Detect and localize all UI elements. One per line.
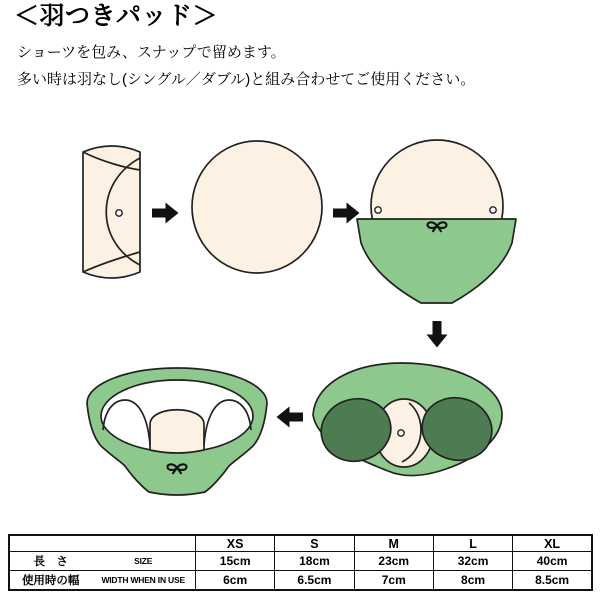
step3-pad-on-shorts (357, 140, 516, 303)
width-row-label (9, 571, 196, 591)
instruction-line-1: ショーツを包み、スナップで留めます。 (17, 44, 286, 61)
size-table (8, 534, 593, 591)
step4-pad-wrapped-crotch (313, 363, 502, 476)
width-value-cell: 8.5cm (513, 571, 592, 591)
size-col-header: XL (513, 535, 592, 552)
width-value-cell: 7cm (354, 571, 433, 591)
snap-button-icon (116, 210, 122, 216)
step1-folded-pad (83, 146, 140, 278)
size-table-header-row (9, 535, 592, 552)
step5-pad-inside-shorts (87, 368, 267, 495)
width-label-en: WIDTH WHEN IN USE (101, 575, 185, 585)
snap-button-icon (398, 430, 404, 436)
snap-button-icon (375, 207, 381, 213)
empty-header-cell (9, 535, 196, 552)
size-col-header: L (433, 535, 512, 552)
width-value-cell: 8cm (433, 571, 512, 591)
length-label-en: SIZE (134, 556, 153, 566)
length-value-cell: 32cm (433, 552, 512, 571)
page-title: ＜羽つきパッド＞ (14, 2, 219, 30)
length-label-jp: 長 さ (33, 556, 68, 568)
step2-opened-pad (192, 141, 322, 273)
width-row (9, 571, 592, 591)
size-col-header: M (354, 535, 433, 552)
size-col-header: S (275, 535, 354, 552)
length-row-label (9, 552, 196, 571)
width-label-jp: 使用時の幅 (21, 575, 80, 587)
width-value-cell: 6.5cm (275, 571, 354, 591)
length-value-cell: 23cm (354, 552, 433, 571)
arrow-left-icon (277, 407, 304, 428)
snap-button-icon (490, 207, 496, 213)
length-value-cell: 40cm (513, 552, 592, 571)
length-value-cell: 15cm (196, 552, 275, 571)
length-value-cell: 18cm (275, 552, 354, 571)
size-col-header: XS (196, 535, 275, 552)
arrow-down-icon (427, 321, 448, 348)
arrow-right-icon-2 (333, 203, 360, 224)
arrow-right-icon-1 (152, 203, 179, 224)
length-row (9, 552, 592, 571)
instruction-line-2: 多い時は羽なし(シングル／ダブル)と組み合わせてご使用ください。 (17, 71, 476, 88)
width-value-cell: 6cm (196, 571, 275, 591)
